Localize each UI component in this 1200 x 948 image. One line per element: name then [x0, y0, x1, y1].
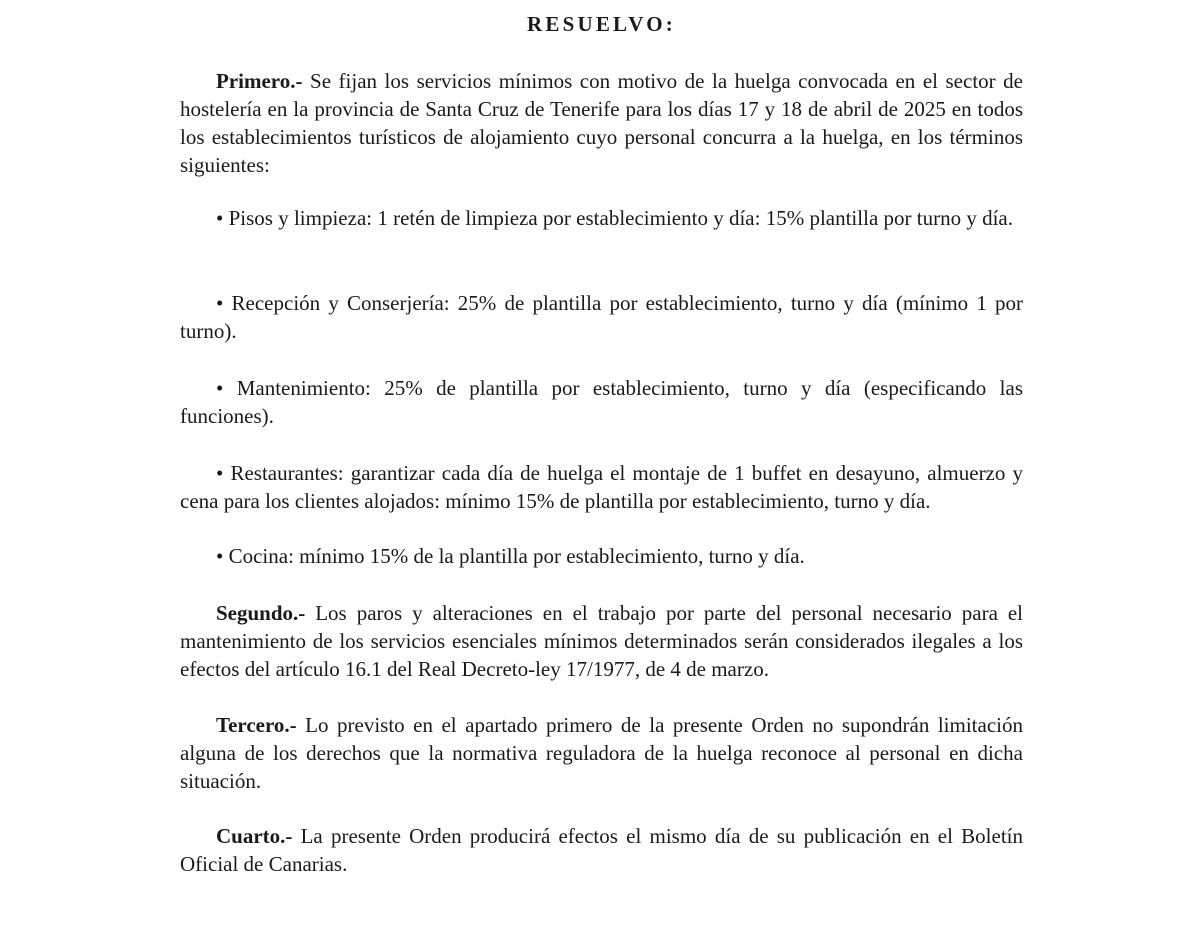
paragraph-cuarto: [180, 822, 1023, 878]
paragraph-primero: [180, 67, 1023, 179]
paragraph-text-segundo: Los paros y alteraciones en el trabajo por parte del personal necesario para el mantenimiento de los servicios esenciales mínimos determinados serán considerados ilegales a los efectos del artículo 16.1 del Real Decreto-ley 17/1977, de 4 de marzo.: [180, 601, 1023, 681]
paragraph-label-segundo: Segundo.-: [216, 601, 306, 625]
bullet-item-restaurantes: • Restaurantes: garantizar cada día de huelga el montaje de 1 buffet en desayuno, almuerzo y cena para los clientes alojados: mínimo 15% de plantilla por establecimiento, turno y día.: [180, 461, 1023, 513]
section-heading: RESUELVO:: [527, 12, 676, 36]
paragraph-tercero: [180, 711, 1023, 795]
paragraph-label-tercero: Tercero.-: [216, 713, 297, 737]
paragraph-text-tercero: Lo previsto en el apartado primero de la presente Orden no supondrán limitación alguna de los derechos que la normativa reguladora de la huelga reconoce al personal en dicha situación.: [180, 713, 1023, 793]
paragraph-text-cuarto: La presente Orden producirá efectos el mismo día de su publicación en el Boletín Oficial de Canarias.: [180, 824, 1023, 876]
paragraph-label-primero: Primero.-: [216, 69, 303, 93]
bullet-item-mantenimiento: • Mantenimiento: 25% de plantilla por establecimiento, turno y día (especificando las funciones).: [180, 376, 1023, 428]
bullet-item-cocina: • Cocina: mínimo 15% de la plantilla por establecimiento, turno y día.: [216, 544, 805, 568]
bullet-item-recepcion: • Recepción y Conserjería: 25% de plantilla por establecimiento, turno y día (mínimo 1 por turno).: [180, 291, 1023, 343]
paragraph-segundo: [180, 599, 1023, 683]
paragraph-label-cuarto: Cuarto.-: [216, 824, 293, 848]
paragraph-text-primero: Se fijan los servicios mínimos con motivo de la huelga convocada en el sector de hostelería en la provincia de Santa Cruz de Tenerife para los días 17 y 18 de abril de 2025 en todos los establecimientos turísticos de alojamiento cuyo personal concurra a la huelga, en los términos siguientes:: [180, 69, 1023, 177]
bullet-item-pisos-limpieza: • Pisos y limpieza: 1 retén de limpieza por establecimiento y día: 15% plantilla por turno y día.: [216, 206, 1013, 230]
